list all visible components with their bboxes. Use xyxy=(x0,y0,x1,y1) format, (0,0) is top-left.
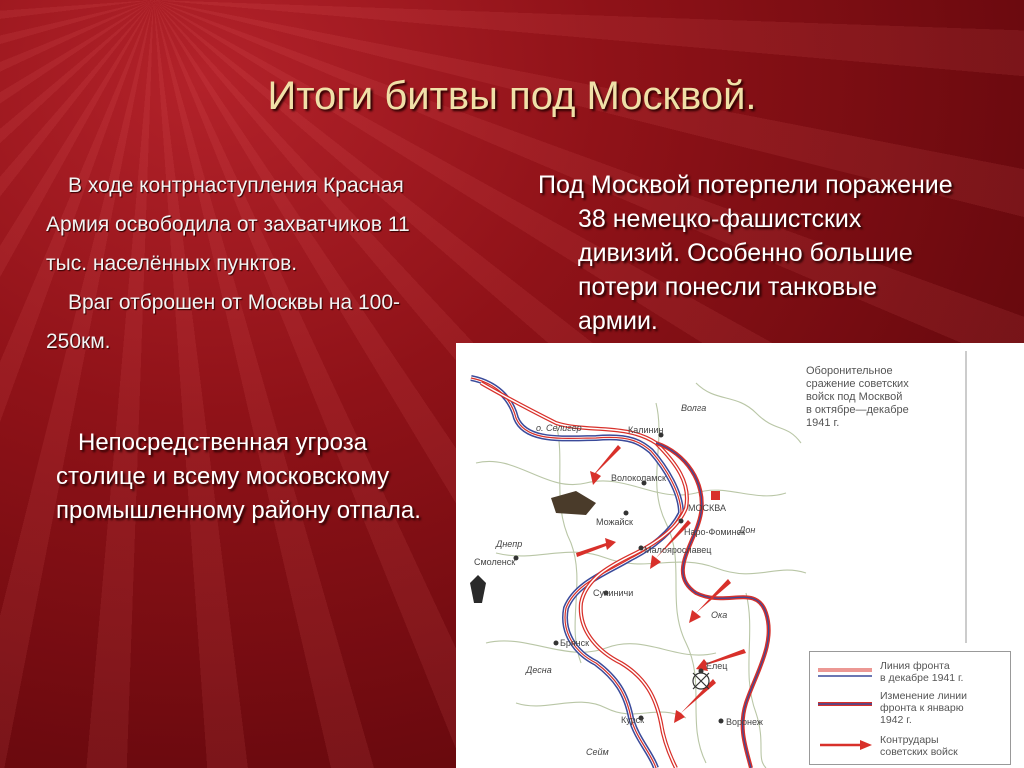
liberation-paragraph: В ходе контрнаступления Красная Армия освободила от захватчиков 11 тыс. населённых пунктов. xyxy=(46,174,410,275)
slide-title: Итоги битвы под Москвой. xyxy=(267,74,757,118)
city-label-sukhinichi: Сухиничи xyxy=(593,588,634,598)
city-label-volokolamsk: Волоколамск xyxy=(611,473,666,483)
city-dot xyxy=(679,519,684,524)
moscow-marker-icon xyxy=(711,491,720,500)
soldier-icon xyxy=(470,575,486,603)
city-label-kursk: Курск xyxy=(621,715,645,725)
river-label-dnepr: Днепр xyxy=(496,539,523,549)
right-text-block xyxy=(538,168,958,338)
city-dot xyxy=(624,511,629,516)
city-label-moscow: МОСКВА xyxy=(688,503,726,513)
legend-swatch-front-december xyxy=(816,666,874,680)
counterattack-arrows xyxy=(576,445,746,723)
city-dot xyxy=(699,669,704,674)
counterattack-arrow xyxy=(576,538,616,557)
city-dot xyxy=(719,719,724,724)
threat-text-block xyxy=(56,426,436,528)
map-caption: Оборонительное сражение советских войск под Москвой в октябре—декабре 1941 г. xyxy=(806,365,909,429)
city-label-bryansk: Брянск xyxy=(560,638,590,648)
city-label-yelets: Елец xyxy=(706,661,728,671)
city-label-maloyaroslavets: Малоярославец xyxy=(644,545,712,555)
legend-label-counterattacks: Контрудары советских войск xyxy=(880,734,958,758)
legend-label-front-change: Изменение линии фронта к январю 1942 г. xyxy=(880,690,967,726)
legend-swatch-counterattacks xyxy=(816,738,874,752)
map-legend xyxy=(809,651,1011,765)
city-dot xyxy=(554,641,559,646)
city-label-mozhaisk: Можайск xyxy=(596,517,633,527)
left-text-block xyxy=(46,166,456,361)
lake-label: о. Селигер xyxy=(536,423,582,433)
river-path xyxy=(696,383,801,443)
front-line-change xyxy=(471,378,681,768)
city-label-voronezh: Воронеж xyxy=(726,717,763,727)
river-label-oka: Ока xyxy=(711,610,728,620)
tank-icon xyxy=(551,491,596,515)
threat-paragraph: Непосредственная угроза столице и всему московскому промышленному району отпала. xyxy=(56,429,421,524)
city-label-smolensk: Смоленск xyxy=(474,557,516,567)
river-label-desna: Десна xyxy=(526,665,552,675)
defeat-paragraph: Под Москвой потерпели поражение 38 немецко-фашистских дивизий. Особенно большие потери понесли танковые армии. xyxy=(538,171,953,335)
legend-label-front-december: Линия фронта в декабре 1941 г. xyxy=(880,660,964,684)
city-label-kalinin: Калинин xyxy=(628,425,664,435)
city-dot xyxy=(639,546,644,551)
river-label-volga: Волга xyxy=(681,403,707,413)
battle-map xyxy=(456,343,1024,768)
river-label-don: Дон xyxy=(739,525,756,535)
legend-swatch-front-change xyxy=(816,698,874,712)
river-label-seim: Сейм xyxy=(586,747,609,757)
enemy-pushed-paragraph: Враг отброшен от Москвы на 100-250км. xyxy=(46,291,401,353)
city-label-naro-fominsk: Наро-Фоминск xyxy=(684,527,745,537)
